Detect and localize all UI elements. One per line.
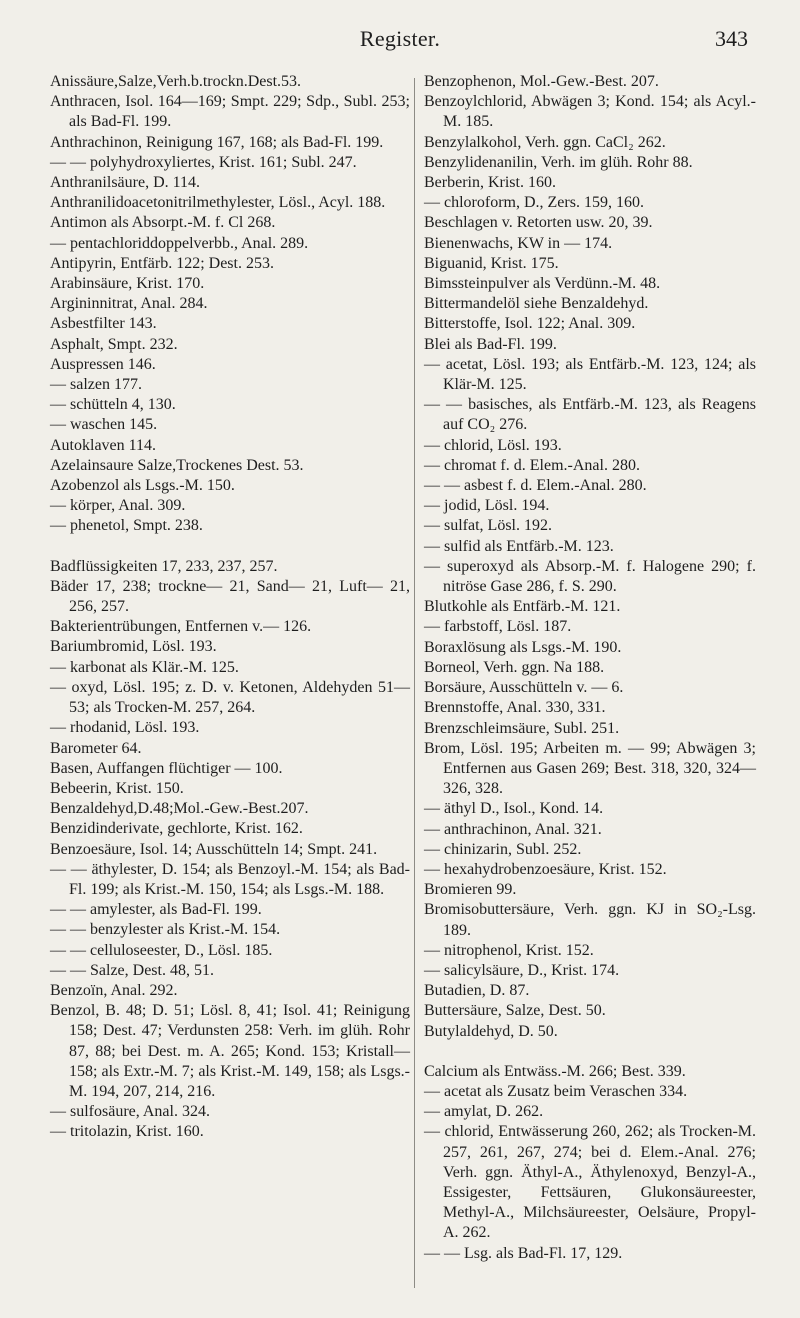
index-entry: Brenzschleimsäure, Subl. 251. bbox=[424, 719, 620, 737]
index-entry: — acetat als Zusatz beim Veraschen 334. bbox=[424, 1082, 688, 1100]
index-entry: — pentachloriddoppelverbb., Anal. 289. bbox=[50, 234, 309, 252]
index-entry: — sulfid als Entfärb.-M. 123. bbox=[424, 537, 614, 555]
index-entry: — schütteln 4, 130. bbox=[50, 396, 176, 414]
index-entry: Auspressen 146. bbox=[50, 355, 156, 373]
index-entry: Butadien, D. 87. bbox=[424, 982, 530, 1000]
index-entry: Calcium als Entwäss.-M. 266; Best. 339. bbox=[424, 1062, 686, 1080]
index-entry: — hexahydrobenzoesäure, Krist. 152. bbox=[424, 860, 667, 878]
index-entry: — anthrachinon, Anal. 321. bbox=[424, 820, 602, 838]
index-entry: Bakterientrübungen, Entfernen v.— 126. bbox=[50, 618, 312, 636]
index-entry: — chlorid, Entwässerung 260, 262; als Trocken-M. 257, 261, 267, 274; bei d. Elem.-Anal. 276; Verh. ggn. Äthyl-A., Äthylenoxyd, Benzyl-A., Essigester, Fettsäuren, Glukonsäureester, Methyl-A., Milchsäureester, Oelsäure, Propyl-A. 262. bbox=[424, 1123, 756, 1242]
index-entry: — — celluloseester, D., Lösl. 185. bbox=[50, 941, 273, 959]
index-entry: Bitterstoffe, Isol. 122; Anal. 309. bbox=[424, 315, 636, 333]
index-entry: — rhodanid, Lösl. 193. bbox=[50, 719, 200, 737]
index-entry: Azelainsaure Salze,Trockenes Dest. 53. bbox=[50, 456, 304, 474]
index-entry: Bebeerin, Krist. 150. bbox=[50, 779, 184, 797]
index-entry: — — basisches, als Entfärb.-M. 123, als Reagens auf CO₂ 276. bbox=[424, 396, 756, 434]
index-entry: Autoklaven 114. bbox=[50, 436, 157, 454]
index-entry: Buttersäure, Salze, Dest. 50. bbox=[424, 1002, 606, 1020]
index-entry: — — benzylester als Krist.-M. 154. bbox=[50, 921, 281, 939]
column-divider bbox=[414, 78, 415, 1288]
index-entry: Bimssteinpulver als Verdünn.-M. 48. bbox=[424, 275, 661, 293]
index-entry: Butylaldehyd, D. 50. bbox=[424, 1022, 558, 1040]
index-entry: — nitrophenol, Krist. 152. bbox=[424, 941, 594, 959]
index-entry: Anthracen, Isol. 164—169; Smpt. 229; Sdp., Subl. 253; als Bad-Fl. 199. bbox=[50, 93, 410, 131]
index-entry: — oxyd, Lösl. 195; z. D. v. Ketonen, Aldehyden 51—53; als Trocken-M. 257, 264. bbox=[50, 678, 410, 717]
index-entry: — karbonat als Klär.-M. 125. bbox=[50, 658, 239, 676]
index-entry: Benzophenon, Mol.-Gew.-Best. 207. bbox=[424, 73, 659, 90]
left-column bbox=[50, 72, 410, 1143]
index-entry: Anthranilsäure, D. 114. bbox=[50, 174, 201, 192]
index-entry: Asbestfilter 143. bbox=[50, 315, 157, 333]
index-entry: Bittermandelöl siehe Benzaldehyd. bbox=[424, 295, 649, 313]
index-entry: — amylat, D. 262. bbox=[424, 1103, 544, 1121]
index-entry: Anissäure,Salze,Verh.b.trockn.Dest.53. bbox=[50, 73, 302, 90]
page-number: 343 bbox=[715, 26, 748, 51]
index-entry: Benzoylchlorid, Abwägen 3; Kond. 154; als Acyl.-M. 185. bbox=[424, 93, 756, 131]
index-entry: Biguanid, Krist. 175. bbox=[424, 254, 559, 272]
index-entry: Argininnitrat, Anal. 284. bbox=[50, 295, 208, 313]
index-entry: — farbstoff, Lösl. 187. bbox=[424, 618, 572, 636]
index-entry: Benzylalkohol, Verh. ggn. CaCl₂ 262. bbox=[424, 133, 666, 151]
index-entry: Brennstoffe, Anal. 330, 331. bbox=[424, 699, 606, 717]
index-entry: Blutkohle als Entfärb.-M. 121. bbox=[424, 598, 621, 616]
index-entry: — tritolazin, Krist. 160. bbox=[50, 1123, 204, 1141]
index-entry: — sulfat, Lösl. 192. bbox=[424, 517, 552, 535]
index-entry: Antimon als Absorpt.-M. f. Cl 268. bbox=[50, 214, 276, 232]
index-entry: — — polyhydroxyliertes, Krist. 161; Subl. 247. bbox=[50, 153, 357, 171]
index-entry: — chlorid, Lösl. 193. bbox=[424, 436, 562, 454]
index-entry: Borneol, Verh. ggn. Na 188. bbox=[424, 658, 605, 676]
index-entry: Bromisobuttersäure, Verh. ggn. KJ in SO₂-Lsg. 189. bbox=[424, 901, 756, 939]
index-entry: Benzylidenanilin, Verh. im glüh. Rohr 88. bbox=[424, 153, 693, 171]
index-entry: Anthrachinon, Reinigung 167, 168; als Bad-Fl. 199. bbox=[50, 133, 384, 151]
index-entry: Asphalt, Smpt. 232. bbox=[50, 335, 178, 353]
page-title: Register. bbox=[359, 26, 441, 51]
index-entry: — — amylester, als Bad-Fl. 199. bbox=[50, 901, 262, 919]
index-entry: — salzen 177. bbox=[50, 376, 142, 394]
index-entry: Bariumbromid, Lösl. 193. bbox=[50, 638, 217, 656]
index-entry: — äthyl D., Isol., Kond. 14. bbox=[424, 800, 604, 818]
index-entry: Barometer 64. bbox=[50, 739, 142, 757]
index-entry: Bäder 17, 238; trockne— 21, Sand— 21, Luft— 21, 256, 257. bbox=[50, 577, 410, 616]
index-entry: Benzol, B. 48; D. 51; Lösl. 8, 41; Isol. 41; Reinigung 158; Dest. 47; Verdunsten 258: Verh. im glüh. Rohr 87, 88; bei Dest. m. A. 265; Kond. 153; Kristall— 158; als Extr.-M. 7; als Krist.-M. 149, 158; als Lsgs.-M. 194, 207, 214, 216. bbox=[50, 1002, 410, 1100]
index-entry: — acetat, Lösl. 193; als Entfärb.-M. 123, 124; als Klär-M. 125. bbox=[424, 355, 756, 394]
index-entry: Berberin, Krist. 160. bbox=[424, 174, 556, 192]
index-entry: — chloroform, D., Zers. 159, 160. bbox=[424, 194, 644, 212]
index-entry: — chromat f. d. Elem.-Anal. 280. bbox=[424, 456, 640, 474]
index-entry: — jodid, Lösl. 194. bbox=[424, 497, 550, 515]
section-gap bbox=[424, 1042, 756, 1062]
index-entry: Beschlagen v. Retorten usw. 20, 39. bbox=[424, 214, 653, 232]
index-entry: Bienenwachs, KW in — 174. bbox=[424, 234, 613, 252]
index-entry: Borsäure, Ausschütteln v. — 6. bbox=[424, 679, 624, 697]
index-entry: — — Salze, Dest. 48, 51. bbox=[50, 961, 214, 979]
index-entry: — salicylsäure, D., Krist. 174. bbox=[424, 961, 620, 979]
index-entry: — körper, Anal. 309. bbox=[50, 497, 186, 515]
index-entry: — sulfosäure, Anal. 324. bbox=[50, 1103, 210, 1121]
index-entry: Benzidinderivate, gechlorte, Krist. 162. bbox=[50, 820, 303, 838]
index-entry: Brom, Lösl. 195; Arbeiten m. — 99; Abwägen 3; Entfernen aus Gasen 269; Best. 318, 320, 324—326, 328. bbox=[424, 739, 756, 798]
index-entry: — waschen 145. bbox=[50, 416, 158, 434]
index-entry: — — äthylester, D. 154; als Benzoyl.-M. 154; als Bad-Fl. 199; als Krist.-M. 150, 154; als Lsgs.-M. 188. bbox=[50, 860, 410, 898]
index-entry: Antipyrin, Entfärb. 122; Dest. 253. bbox=[50, 254, 274, 272]
index-entry: — chinizarin, Subl. 252. bbox=[424, 840, 582, 858]
index-entry: Bromieren 99. bbox=[424, 881, 517, 899]
index-entry: Boraxlösung als Lsgs.-M. 190. bbox=[424, 638, 622, 656]
index-entry: Basen, Auffangen flüchtiger — 100. bbox=[50, 759, 283, 777]
page-header bbox=[0, 26, 800, 56]
section-gap bbox=[50, 537, 410, 557]
index-entry: Badflüssigkeiten 17, 233, 237, 257. bbox=[50, 557, 278, 575]
index-entry: Azobenzol als Lsgs.-M. 150. bbox=[50, 477, 235, 495]
index-entry: Anthranilidoacetonitrilmethylester, Lösl., Acyl. 188. bbox=[50, 194, 386, 212]
index-entry: — phenetol, Smpt. 238. bbox=[50, 517, 203, 535]
index-entry: — — Lsg. als Bad-Fl. 17, 129. bbox=[424, 1244, 623, 1262]
index-entry: Benzaldehyd,D.48;Mol.-Gew.-Best.207. bbox=[50, 800, 309, 818]
index-entry: — superoxyd als Absorp.-M. f. Halogene 290; f. nitröse Gase 286, f. S. 290. bbox=[424, 557, 756, 596]
index-entry: Blei als Bad-Fl. 199. bbox=[424, 335, 557, 353]
index-entry: Benzoïn, Anal. 292. bbox=[50, 981, 178, 999]
index-entry: Arabinsäure, Krist. 170. bbox=[50, 275, 205, 293]
index-entry: Benzoesäure, Isol. 14; Ausschütteln 14; Smpt. 241. bbox=[50, 840, 378, 858]
index-entry: — — asbest f. d. Elem.-Anal. 280. bbox=[424, 477, 647, 495]
right-column bbox=[424, 72, 756, 1264]
